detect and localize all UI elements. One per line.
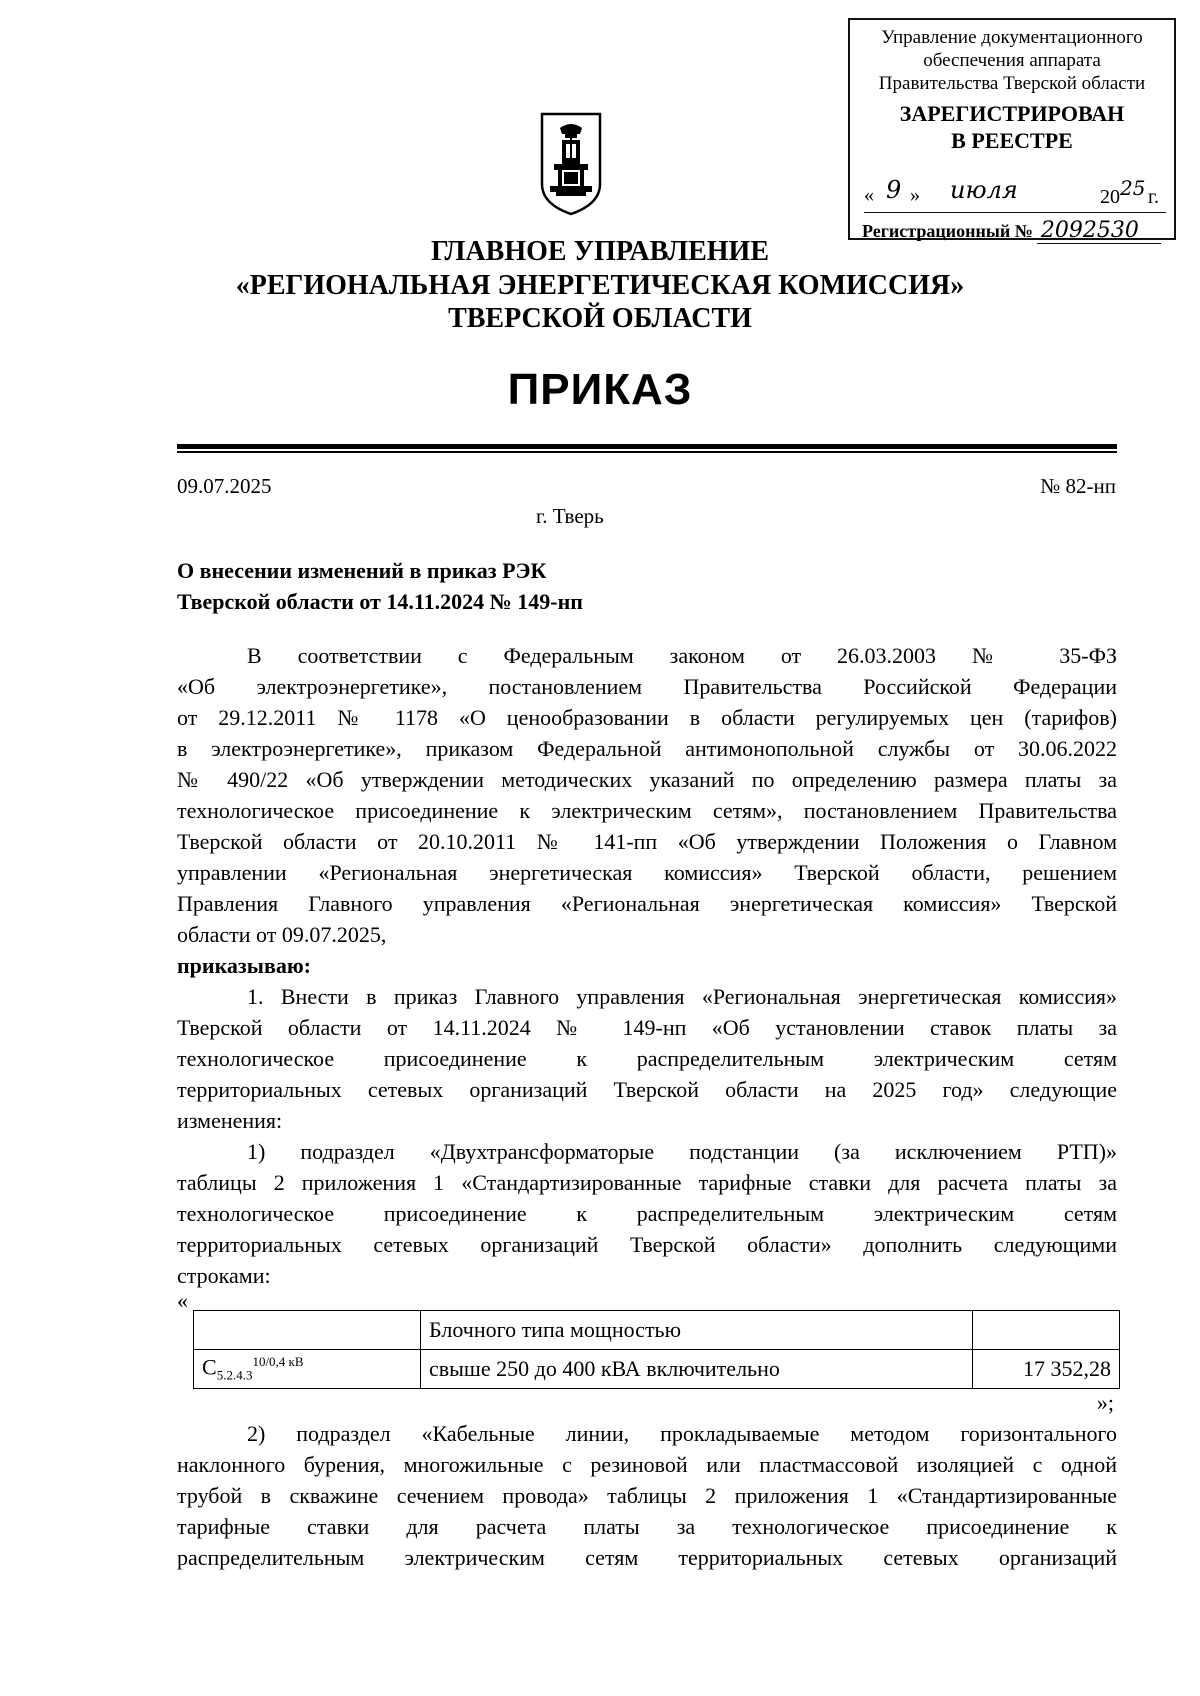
subject-line-2: Тверской области от 14.11.2024 № 149-нп <box>177 589 583 614</box>
table-cell-value <box>973 1311 1120 1350</box>
preamble-line: управлении «Региональная энергетическая комиссия» Тверской области, решением <box>177 860 1117 885</box>
item-1-1-line: таблицы 2 приложения 1 «Стандартизированные тарифные ставки для расчета платы за <box>177 1170 1117 1195</box>
header-divider-thick <box>177 444 1117 449</box>
table-cell-value: 17 352,28 <box>973 1350 1120 1389</box>
preamble-line: В соответствии с Федеральным законом от 26.03.2003 № 35-ФЗ <box>247 643 1117 668</box>
table-cell-desc: свыше 250 до 400 кВА включительно <box>421 1350 973 1389</box>
item-1-line: 1. Внести в приказ Главного управления «Региональная энергетическая комиссия» <box>247 984 1117 1009</box>
preamble-line: «Об электроэнергетике», постановлением Правительства Российской Федерации <box>177 674 1117 699</box>
stamp-date-year-prefix: 20 <box>1100 186 1120 208</box>
item-1-2-line: трубой в скважине сечением провода» таблицы 2 приложения 1 «Стандартизированные <box>177 1483 1117 1508</box>
item-1-line: изменения: <box>177 1108 283 1133</box>
document-date: 09.07.2025 <box>177 474 272 498</box>
item-1-1-line: 1) подраздел «Двухтрансформаторые подстанции (за исключением РТП)» <box>247 1139 1117 1164</box>
item-1-line: территориальных сетевых организаций Тверской области на 2025 год» следующие <box>177 1077 1117 1102</box>
stamp-registered-line-1: ЗАРЕГИСТРИРОВАН <box>899 101 1125 126</box>
stamp-reg-number-label: Регистрационный № <box>862 221 1033 241</box>
table-row <box>194 1311 1120 1350</box>
stamp-date: « 9 » июля 20 25 г. <box>864 182 1166 213</box>
item-1-2-line: распределительным электрическим сетям территориальных сетевых организаций <box>177 1545 1117 1570</box>
document-city: г. Тверь <box>536 504 604 528</box>
stamp-org-line-2: обеспечения аппарата <box>923 50 1101 71</box>
order-word: приказываю: <box>177 953 311 978</box>
tariff-code-main: С <box>202 1354 217 1380</box>
subject-line-1: О внесении изменений в приказ РЭК <box>177 558 547 583</box>
item-1-1-line: территориальных сетевых организаций Тверской области» дополнить следующими <box>177 1232 1117 1257</box>
item-1-2-line: 2) подраздел «Кабельные линии, прокладываемые методом горизонтального <box>247 1421 1117 1446</box>
item-1-1-line: строками: <box>177 1263 271 1288</box>
stamp-date-day: 9 <box>886 176 902 204</box>
tariff-table <box>193 1310 1120 1389</box>
item-1-1-line: технологическое присоединение к распределительным электрическим сетям <box>177 1201 1117 1226</box>
table-open-quote: « <box>177 1288 188 1313</box>
registration-stamp <box>848 18 1176 243</box>
document-number: № 82-нп <box>1040 474 1116 498</box>
preamble-paragraph <box>177 640 1117 950</box>
coat-of-arms-icon <box>540 112 602 216</box>
item-1-line: технологическое присоединение к распределительным электрическим сетям <box>177 1046 1117 1071</box>
stamp-date-year-unit: г. <box>1148 186 1159 208</box>
preamble-line: в электроэнергетике», приказом Федеральной антимонопольной службы от 30.06.2022 <box>177 736 1117 761</box>
preamble-line: № 490/22 «Об утверждении методических указаний по определению размера платы за <box>177 767 1117 792</box>
stamp-reg-number-value: 2092530 <box>1037 218 1161 244</box>
stamp-date-month: июля <box>950 176 1018 204</box>
header-divider-thin <box>177 451 1117 453</box>
document-subject <box>177 555 583 617</box>
item-1-paragraph <box>177 981 1117 1136</box>
item-1-2-paragraph <box>177 1418 1117 1573</box>
table-cell-code <box>194 1311 421 1350</box>
preamble-line: области от 09.07.2025, <box>177 922 387 947</box>
table-close-quote: »; <box>1096 1390 1114 1415</box>
org-name-line-1: ГЛАВНОЕ УПРАВЛЕНИЕ <box>430 236 770 267</box>
preamble-line: Тверской области от 20.10.2011 № 141-пп «Об утверждении Положения о Главном <box>177 829 1117 854</box>
table-row <box>194 1350 1120 1389</box>
stamp-registered-line-2: В РЕЕСТРЕ <box>951 128 1073 153</box>
stamp-org-line-3: Правительства Тверской области <box>878 73 1146 94</box>
tariff-code-sub: 5.2.4.3 <box>216 1367 253 1383</box>
table-cell-desc: Блочного типа мощностью <box>421 1311 973 1350</box>
stamp-org-line-1: Управление документационного <box>881 27 1143 48</box>
item-1-line: Тверской области от 14.11.2024 № 149-нп «Об установлении ставок платы за <box>177 1015 1117 1040</box>
org-name-line-2: «РЕГИОНАЛЬНАЯ ЭНЕРГЕТИЧЕСКАЯ КОМИССИЯ» <box>235 270 965 301</box>
stamp-date-year-suffix: 25 <box>1120 176 1146 200</box>
preamble-line: Правления Главного управления «Региональная энергетическая комиссия» Тверской <box>177 891 1117 916</box>
item-1-2-line: тарифные ставки для расчета платы за технологическое присоединение к <box>177 1514 1117 1539</box>
item-1-1-paragraph <box>177 1136 1117 1291</box>
tariff-code-sup: 10/0,4 кВ <box>252 1354 304 1370</box>
preamble-line: технологическое присоединение к электрическим сетям», постановлением Правительства <box>177 798 1117 823</box>
preamble-line: от 29.12.2011 № 1178 «О ценообразовании в области регулируемых цен (тарифов) <box>177 705 1117 730</box>
org-name-line-3: ТВЕРСКОЙ ОБЛАСТИ <box>448 303 752 334</box>
document-title: ПРИКАЗ <box>507 365 693 414</box>
item-1-2-line: наклонного бурения, многожильные с резиновой или пластмассовой изоляцией с одной <box>177 1452 1117 1477</box>
table-cell-code <box>194 1350 421 1389</box>
